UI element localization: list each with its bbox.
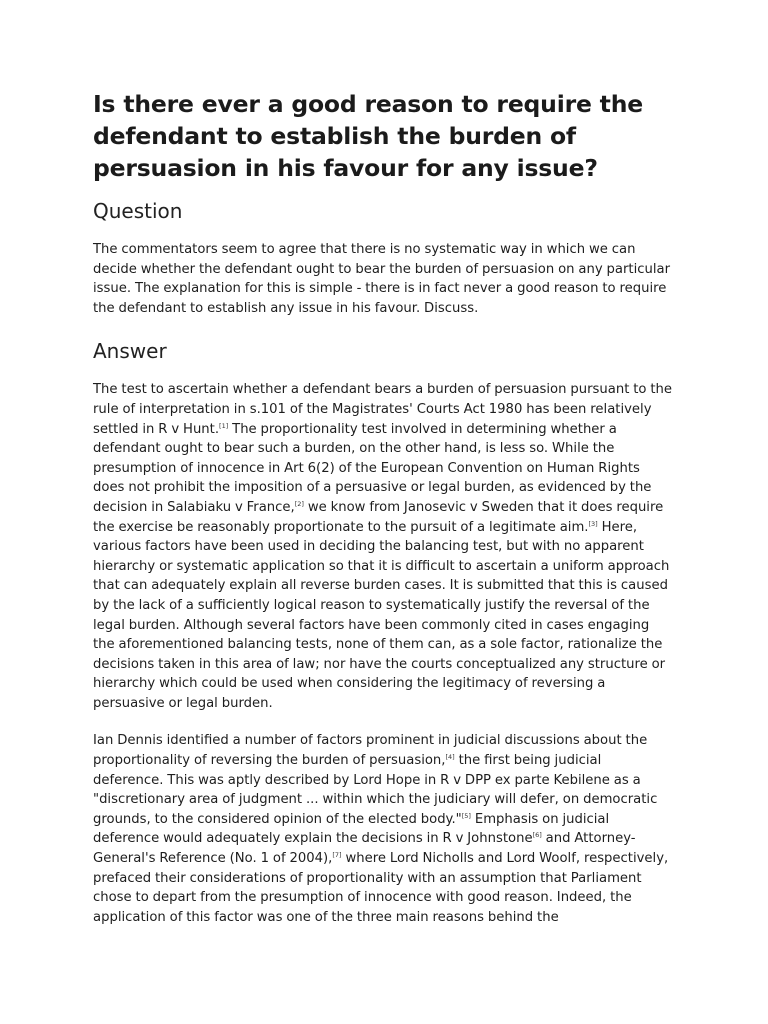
footnote-ref-3[interactable]: [3]	[588, 519, 598, 528]
answer-text: and Attorney-General's Reference (No. 1 of 2004),	[93, 831, 636, 867]
question-heading: Question	[93, 199, 183, 223]
answer-text: where Lord Nicholls and Lord Woolf, respectively, prefaced their considerations of proportionality with an assumption that Parliament chose to depart from the presumption of innocence with good reason. Indeed, the application of this factor was one of the three main reasons behind the	[93, 851, 669, 925]
answer-text: Emphasis on judicial deference would adequately explain the decisions in R v Johnstone	[93, 811, 610, 847]
document-title: Is there ever a good reason to require the defendant to establish the burden of persuasion in his favour for any issue?	[93, 90, 643, 182]
answer-paragraph-2	[93, 731, 673, 927]
answer-text: The test to ascertain whether a defendant bears a burden of persuasion pursuant to the rule of interpretation in s.101 of the Magistrates' Courts Act 1980 has been relatively settled in R v Hunt.	[93, 382, 673, 437]
answer-text: we know from Janosevic v Sweden that it does require the exercise be reasonably proportionate to the pursuit of a legitimate aim.	[93, 499, 664, 535]
answer-text: the first being judicial deference. This was aptly described by Lord Hope in R v DPP ex parte Kebilene as a "discretionary area of judgment ... within which the judiciary will defer, on democratic grounds, to the considered opinion of the elected body."	[93, 753, 658, 827]
footnote-ref-6[interactable]: [6]	[532, 831, 542, 840]
answer-text: The proportionality test involved in determining whether a defendant ought to bear such a burden, on the other hand, is less so. While the presumption of innocence in Art 6(2) of the European Convention on Human Rights does not prohibit the imposition of a persuasive or legal burden, as evidenced by the decision in Salabiaku v France,	[93, 421, 652, 515]
footnote-ref-2[interactable]: [2]	[294, 499, 304, 508]
answer-heading: Answer	[93, 339, 167, 364]
footnote-ref-1[interactable]: [1]	[219, 421, 229, 430]
footnote-ref-7[interactable]: [7]	[332, 851, 342, 860]
footnote-ref-4[interactable]: [4]	[445, 753, 455, 762]
answer-text: Here, various factors have been used in deciding the balancing test, but with no apparent hierarchy or systematic application so that it is difficult to ascertain a uniform approach that can adequately explain all reverse burden cases. It is submitted that this is caused by the lack of a sufficiently logical reason to systematically justify the reversal of the legal burden. Although several factors have been commonly cited in cases engaging the aforementioned balancing tests, none of them can, as a sole factor, rationalize the decisions taken in this area of law; nor have the courts conceptualized any structure or hierarchy which could be used when considering the legitimacy of reversing a persuasive or legal burden.	[93, 519, 670, 711]
question-paragraph: The commentators seem to agree that there is no systematic way in which we can decide whether the defendant ought to bear the burden of persuasion on any particular issue. The explanation for this is simple - there is in fact never a good reason to require the defendant to establish any issue in his favour. Discuss.	[93, 242, 671, 316]
footnote-ref-5[interactable]: [5]	[461, 811, 471, 820]
document-body	[93, 88, 673, 927]
answer-text: Ian Dennis identified a number of factors prominent in judicial discussions about the proportionality of reversing the burden of persuasion,	[93, 733, 648, 769]
answer-paragraph-1	[93, 380, 673, 713]
